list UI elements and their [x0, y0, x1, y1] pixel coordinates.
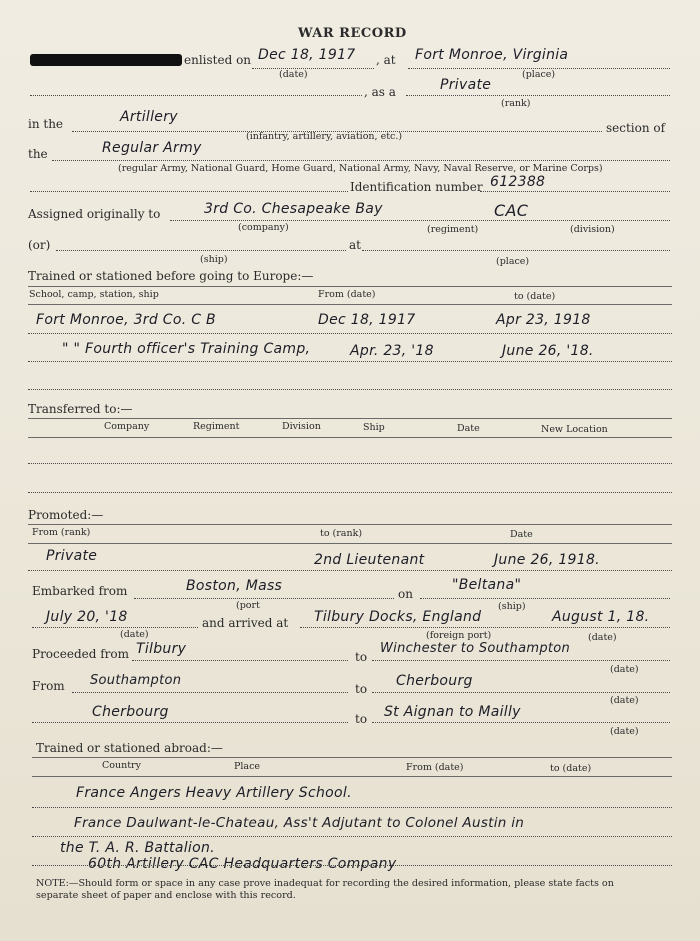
division-hint: (division): [570, 224, 615, 235]
ship-place-line: [362, 250, 670, 251]
trained-before-top-rule: [28, 286, 672, 287]
id-value: 612388: [490, 174, 546, 190]
rank-value: Private: [440, 77, 492, 93]
note-line2: separate sheet of paper and enclose with this record.: [36, 890, 296, 901]
in-the-label: in the: [28, 117, 64, 131]
trained-before-row1-from: Dec 18, 1917: [318, 312, 416, 328]
col-school-label: School, camp, station, ship: [29, 289, 159, 300]
proceeded-date-hint: (date): [610, 664, 639, 675]
transfer-col-regiment: Regiment: [193, 421, 240, 432]
assigned-label: Assigned originally to: [28, 207, 161, 221]
service-hint: (regular Army, National Guard, Home Guard, National Army, Navy, Naval Reserve, or Marine Corps): [118, 163, 603, 174]
abroad-top-rule: [32, 757, 672, 758]
promoted-col-from: From (rank): [32, 527, 91, 538]
promoted-from-value: Private: [46, 548, 98, 564]
form-title: WAR RECORD: [298, 26, 407, 41]
enlist-date-line: [252, 68, 374, 69]
assigned-regiment-value: CAC: [494, 201, 529, 220]
id-line: [480, 191, 670, 192]
note-line1: NOTE:—Should form or space in any case prove inadequat for recording the desired information, please state facts on: [36, 878, 614, 889]
id-label: Identification number: [350, 180, 483, 194]
abroad-line4: 60th Artillery CAC Headquarters Company: [88, 856, 397, 872]
assigned-line: [170, 220, 670, 221]
abroad-row1-line: [32, 807, 672, 808]
from2-line: [72, 692, 348, 693]
transfer-col-date: Date: [457, 423, 480, 434]
enlist-date-value: Dec 18, 1917: [258, 47, 356, 63]
trained-before-row2-place: " " Fourth officer's Training Camp,: [62, 341, 311, 357]
trained-before-row1-to: Apr 23, 1918: [496, 312, 591, 328]
promoted-heading: Promoted:—: [28, 508, 104, 522]
transferred-heading: Transferred to:—: [28, 402, 133, 416]
embarked-label: Embarked from: [32, 584, 128, 598]
transfer-col-ship: Ship: [363, 422, 385, 433]
arrived-date-value: August 1, 18.: [552, 609, 650, 625]
promoted-row-line: [28, 570, 672, 571]
promoted-header-rule: [28, 543, 672, 544]
place-hint: (place): [522, 69, 556, 80]
trained-before-row2-line: [28, 361, 672, 362]
abroad-line2: France Daulwant-le-Chateau, Ass't Adjutant to Colonel Austin in: [74, 815, 525, 831]
rank-hint: (rank): [501, 98, 531, 109]
ship-hint: (ship): [200, 254, 228, 265]
id-pre-line: [30, 191, 348, 192]
embarked-ship-value: "Beltana": [452, 577, 522, 593]
abroad-row2-line: [32, 836, 672, 837]
to3-date-hint: (date): [610, 726, 639, 737]
at-label: , at: [376, 53, 396, 67]
section-of-label: section of: [606, 121, 666, 135]
to3-label: to: [355, 712, 368, 726]
to2-date-hint: (date): [610, 695, 639, 706]
abroad-col-place: Place: [234, 761, 261, 772]
promoted-top-rule: [28, 524, 672, 525]
promoted-date-value: June 26, 1918.: [494, 552, 600, 568]
rank-line: [406, 95, 670, 96]
company-hint: (company): [238, 222, 289, 233]
from3-line: [32, 722, 348, 723]
embarked-ship-line: [420, 598, 670, 599]
proceeded-to-value: Winchester to Southampton: [380, 641, 571, 656]
trained-before-row1-line: [28, 333, 672, 334]
promoted-col-date: Date: [510, 529, 533, 540]
service-value: Regular Army: [102, 140, 202, 156]
transferred-top-rule: [28, 418, 672, 419]
redacted-name: [30, 54, 182, 66]
to2-line: [372, 692, 670, 693]
abroad-line3: the T. A. R. Battalion.: [60, 840, 215, 856]
trained-before-header-rule: [28, 304, 672, 305]
arrived-line: [300, 627, 670, 628]
trained-before-row3-line: [28, 389, 672, 390]
ship-place-hint: (place): [496, 256, 530, 267]
transfer-col-location: New Location: [541, 424, 608, 435]
proceeded-to-line: [372, 660, 670, 661]
abroad-col-country: Country: [102, 760, 141, 771]
transferred-row1-line: [28, 463, 672, 464]
embarked-port-value: Boston, Mass: [186, 578, 283, 594]
trained-before-row2-to: June 26, '18.: [502, 343, 594, 359]
the-label: the: [28, 147, 48, 161]
from-label: From: [32, 679, 65, 693]
proceeded-from-value: Tilbury: [136, 641, 187, 657]
embarked-port-hint: (port: [236, 600, 260, 611]
trained-abroad-heading: Trained or stationed abroad:—: [36, 741, 223, 755]
arrived-port-value: Tilbury Docks, England: [314, 609, 482, 625]
trained-before-heading: Trained or stationed before going to Europe:—: [28, 269, 314, 283]
enlisted-on-label: enlisted on: [184, 53, 252, 67]
service-line: [52, 160, 670, 161]
to3-value: St Aignan to Mailly: [384, 704, 521, 720]
arm-hint: (infantry, artillery, aviation, etc.): [246, 131, 403, 142]
proceeded-to-label: to: [355, 650, 368, 664]
date-hint: (date): [279, 69, 308, 80]
embarked-ship-hint: (ship): [498, 601, 526, 612]
rank-pre-line: [30, 95, 362, 96]
proceeded-label: Proceeded from: [32, 647, 130, 661]
abroad-col-to: to (date): [550, 763, 592, 774]
foreign-port-hint: (foreign port): [426, 630, 492, 641]
embarked-on-label: on: [398, 587, 413, 601]
embarked-date-hint: (date): [120, 629, 149, 640]
trained-before-row2-from: Apr. 23, '18: [350, 343, 434, 359]
abroad-row3-line: [32, 865, 672, 866]
transferred-header-rule: [28, 437, 672, 438]
transferred-row2-line: [28, 492, 672, 493]
proceeded-from-line: [132, 660, 348, 661]
abroad-col-from: From (date): [406, 762, 464, 773]
arrival-date-hint: (date): [588, 632, 617, 643]
to2-label: to: [355, 682, 368, 696]
arrived-at-label: and arrived at: [202, 616, 289, 630]
ship-at-label: at: [349, 238, 361, 252]
abroad-line1: France Angers Heavy Artillery School.: [76, 785, 352, 801]
arm-value: Artillery: [120, 109, 178, 125]
embarked-date-line: [32, 627, 198, 628]
enlist-place-value: Fort Monroe, Virginia: [415, 47, 569, 63]
embarked-port-line: [134, 598, 394, 599]
ship-line: [56, 250, 346, 251]
assigned-company-value: 3rd Co. Chesapeake Bay: [204, 201, 383, 217]
embarked-date-value: July 20, '18: [46, 609, 128, 625]
as-a-label: , as a: [364, 85, 396, 99]
promoted-to-value: 2nd Lieutenant: [314, 552, 425, 568]
to2-value: Cherbourg: [396, 673, 473, 689]
to3-line: [372, 722, 670, 723]
abroad-header-rule: [32, 776, 672, 777]
trained-before-row1-place: Fort Monroe, 3rd Co. C B: [36, 312, 216, 328]
transfer-col-division: Division: [282, 421, 321, 432]
transfer-col-company: Company: [104, 421, 150, 432]
or-label: (or): [28, 238, 51, 252]
col-to-label: to (date): [514, 291, 556, 302]
promoted-col-to: to (rank): [320, 528, 363, 539]
col-from-label: From (date): [318, 289, 376, 300]
regiment-hint: (regiment): [427, 224, 479, 235]
from2-value: Southampton: [90, 673, 182, 688]
from3-value: Cherbourg: [92, 704, 169, 720]
